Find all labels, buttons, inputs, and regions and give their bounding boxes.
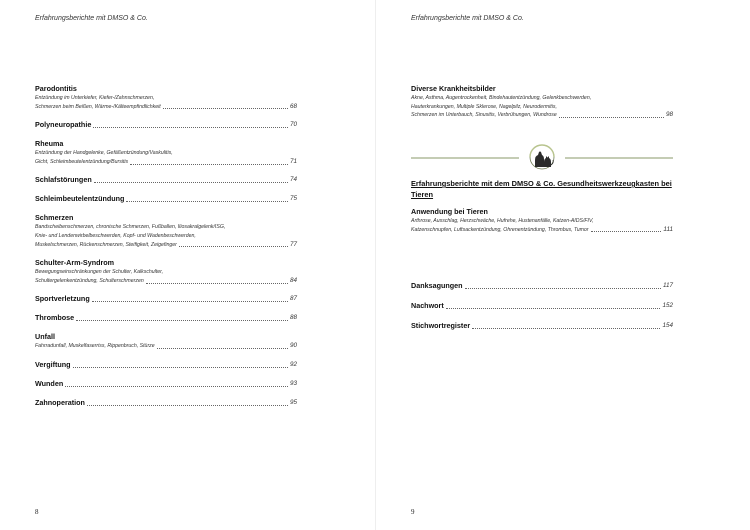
toc-entry-title: Schleimbeutelentzündung [35,194,125,204]
toc-entry-subtext: Akne, Asthma, Augentrockenheit, Bindehautentzündung, Gelenkbeschwerden, [411,95,592,101]
toc-entry-title: Schlafstörungen [35,175,92,185]
dot-leader [472,328,660,329]
toc-entry-title: Anwendung bei Tieren [411,207,488,216]
toc-page-number: 95 [289,398,297,406]
toc-entry[interactable] [35,379,297,389]
toc-entry[interactable] [35,194,297,204]
toc-entry[interactable] [411,301,673,311]
toc-entry-title: Sportverletzung [35,294,90,304]
toc-entry-title: Unfall [35,332,55,342]
toc-entry[interactable] [35,139,297,166]
page-number-left: 8 [35,508,39,516]
toc-entry-subtext: Entzündung im Unterkiefer, Kiefer-/Zahnschmerzen, [35,95,155,101]
toc-entry[interactable] [411,84,673,120]
toc-entry-subtext: Schmerzen beim Beißen, Wärme-/Kälteempfindlichkeit [35,103,161,110]
dot-leader [163,108,288,109]
toc-page-number: 111 [663,225,673,233]
running-header-left: Erfahrungsberichte mit DMSO & Co. [35,15,148,22]
right-page [375,0,750,530]
toc-entry-subtext: Schultergelenkentzündung, Schulterschmerzen [35,277,144,284]
toc-page-number: 84 [289,276,297,284]
toc-entry-subtext: Gicht, Schleimbeutelentzündung/Bursitis [35,158,129,165]
toc-entry-title: Stichwortregister [411,321,471,330]
toc-entry-title: Wunden [35,378,64,388]
dot-leader [146,283,288,284]
toc-entry-animals[interactable] [411,207,673,234]
toc-entry-subtext: Knie- und Lendenwirbelbeschwerden, Kopf- und Wadenbeschwerden, [35,232,196,239]
toc-page-number: 117 [662,282,673,289]
dot-leader [92,301,288,302]
toc-entry-subtext: Bandscheibenschmerzen, chronische Schmerzen, Fußballen, Iliosakralgelenk/ISG, [35,224,226,231]
dot-leader [559,117,664,118]
dot-leader [87,405,288,406]
toc-entry-title: Danksagungen [411,281,463,290]
toc-entry[interactable] [411,281,673,291]
toc-entry[interactable] [35,398,297,408]
toc-entry-title: Rheuma [35,139,64,149]
toc-entry-title: Parodontitis [35,84,77,93]
toc-entry-title: Nachwort [411,301,444,310]
section-divider [411,143,673,171]
toc-back-matter [411,281,673,341]
toc-page-number: 68 [289,102,297,110]
dot-leader [76,320,288,321]
dot-leader [157,348,288,349]
toc-entry-title: Schulter-Arm-Syndrom [35,258,115,268]
toc-page-number: 87 [289,295,297,303]
toc-page-number: 74 [289,176,297,184]
toc-entry-title: Polyneuropathie [35,120,92,130]
toc-entry-subtext: Katzenschnupfen, Luftsackentzündung, Ohrenentzündung, Thrombus, Tumor [411,226,589,233]
toc-entry-subtext: Arthrose, Ausschlag, Herzschwäche, Hufrehe, Hustenanfälle, Katzen-AIDS/FIV, [411,218,594,224]
toc-entry[interactable] [35,313,297,323]
toc-entry-title: Zahnoperation [35,397,85,407]
toc-entry[interactable] [35,120,297,130]
toc-entry-subtext: Bewegungseinschränkungen der Schulter, Kalkschulter, [35,269,164,276]
dot-leader [446,308,661,309]
toc-page-number: 154 [662,322,673,329]
dot-leader [130,164,288,165]
toc-page-number: 152 [662,302,673,309]
toc-entry-subtext: Schmerzen im Unterbauch, Sinusitis, Verbrühungen, Wundrose [411,112,557,119]
toc-page-number: 98 [665,111,673,119]
toc-entry[interactable] [35,332,297,351]
dot-leader [179,246,288,247]
toc-page-number: 71 [289,157,297,165]
dot-leader [94,182,288,183]
dot-leader [73,367,288,368]
toc-entry[interactable] [411,321,673,331]
toc-page-number: 93 [289,379,297,387]
dot-leader [465,288,661,289]
toc-page-number: 75 [289,195,297,203]
toc-page-number: 77 [289,240,297,248]
toc-page-number: 90 [289,342,297,350]
toc-entry-title: Diverse Krankheitsbilder [411,84,496,93]
toc-entry[interactable] [35,360,297,370]
toc-page-number: 88 [289,314,297,322]
animals-section-heading: Erfahrungsberichte mit dem DMSO & Co. Gesundheitswerkzeugkasten bei Tieren [411,179,672,199]
toc-entry-title: Vergiftung [35,359,71,369]
dot-leader [126,201,288,202]
toc-entry[interactable] [35,175,297,185]
dot-leader [65,386,288,387]
toc-entry-title: Thrombose [35,313,75,323]
page-number-right: 9 [411,508,415,516]
running-header-right: Erfahrungsberichte mit DMSO & Co. [411,15,524,22]
toc-left [35,84,297,417]
toc-entry[interactable] [35,294,297,304]
dog-and-cat-icon [411,143,673,171]
toc-entry-title: Schmerzen [35,213,74,223]
dot-leader [93,127,288,128]
toc-entry[interactable] [35,213,297,249]
toc-entry[interactable] [35,84,297,111]
toc-entry-subtext: Entzündung der Handgelenke, Gefäßentzündung/Vaskulitis, [35,150,173,157]
toc-entry[interactable] [35,258,297,285]
toc-page-number: 70 [289,121,297,129]
toc-entry-subtext: Fahrradunfall, Muskelfaserriss, Rippenbruch, Stürze [35,343,155,350]
toc-right-diverse [411,84,673,129]
animals-section [411,179,673,243]
toc-entry-subtext: Muskelschmerzen, Rückenschmerzen, Steifigkeit, Zeigefinger [35,241,177,248]
toc-page-number: 92 [289,360,297,368]
dot-leader [591,231,662,232]
toc-entry-subtext: Hauterkrankungen, Multiple Sklerose, Nagelpilz, Neurodermitis, [411,103,557,110]
